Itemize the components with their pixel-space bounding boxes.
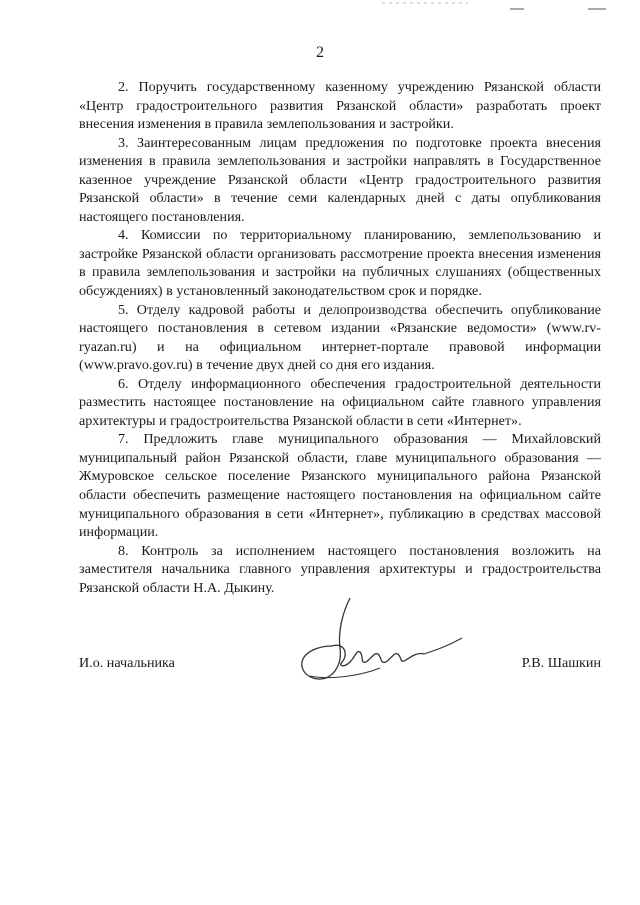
signature-block [79,655,601,675]
signatory-name: Р.В. Шашкин [521,655,601,671]
signatory-position: И.о. начальника [79,655,175,671]
paragraph-6: 6. Отделу информационного обеспечения градостроительной деятельности разместить настоящее постановление на официальном сайте главного управления архитектуры и градостроительства Рязанской области в сети «Интернет». [79,375,601,429]
paragraph-4: 4. Комиссии по территориальному планированию, землепользованию и застройке Рязанской области организовать рассмотрение проекта внесения изменения в правила землепользования и застройки на публичных слушаниях (общественных обсуждениях) в установленный законодательством срок и порядке. [79,227,601,300]
paragraph-7: 7. Предложить главе муниципального образования — Михайловский муниципальный район Рязанской области, главе муниципального образования — Жмуровское сельское поселение Рязанского муниципального района Рязанской области обеспечить размещение настоящего постановления на официальном сайте муниципального образования в сети «Интернет», публикацию в средствах массовой информации. [79,431,601,541]
page-number: 2 [316,44,324,61]
document-body [79,78,601,597]
scan-artifact-marks [0,0,640,20]
paragraph-2: 2. Поручить государственному казенному учреждению Рязанской области «Центр градостроительного развития Рязанской области» разработать проект внесения изменения в правила землепользования и застройки. [79,79,601,133]
paragraph-5: 5. Отделу кадровой работы и делопроизводства обеспечить опубликование настоящего постановления в сетевом издании «Рязанские ведомости» (www.rv-ryazan.ru) и на официальном интернет-портале правовой информации (www.pravo.gov.ru) в течение двух дней со дня его издания. [79,301,601,374]
paragraph-3: 3. Заинтересованным лицам предложения по подготовке проекта внесения изменения в правила землепользования и застройки направлять в Государственное казенное учреждение Рязанской области «Центр градостроительного развития Рязанской области» в течение семи календарных дней с даты опубликования настоящего постановления. [79,134,601,225]
paragraph-8: 8. Контроль за исполнением настоящего постановления возложить на заместителя начальника главного управления архитектуры и градостроительства Рязанской области Н.А. Дыкину. [79,542,601,596]
